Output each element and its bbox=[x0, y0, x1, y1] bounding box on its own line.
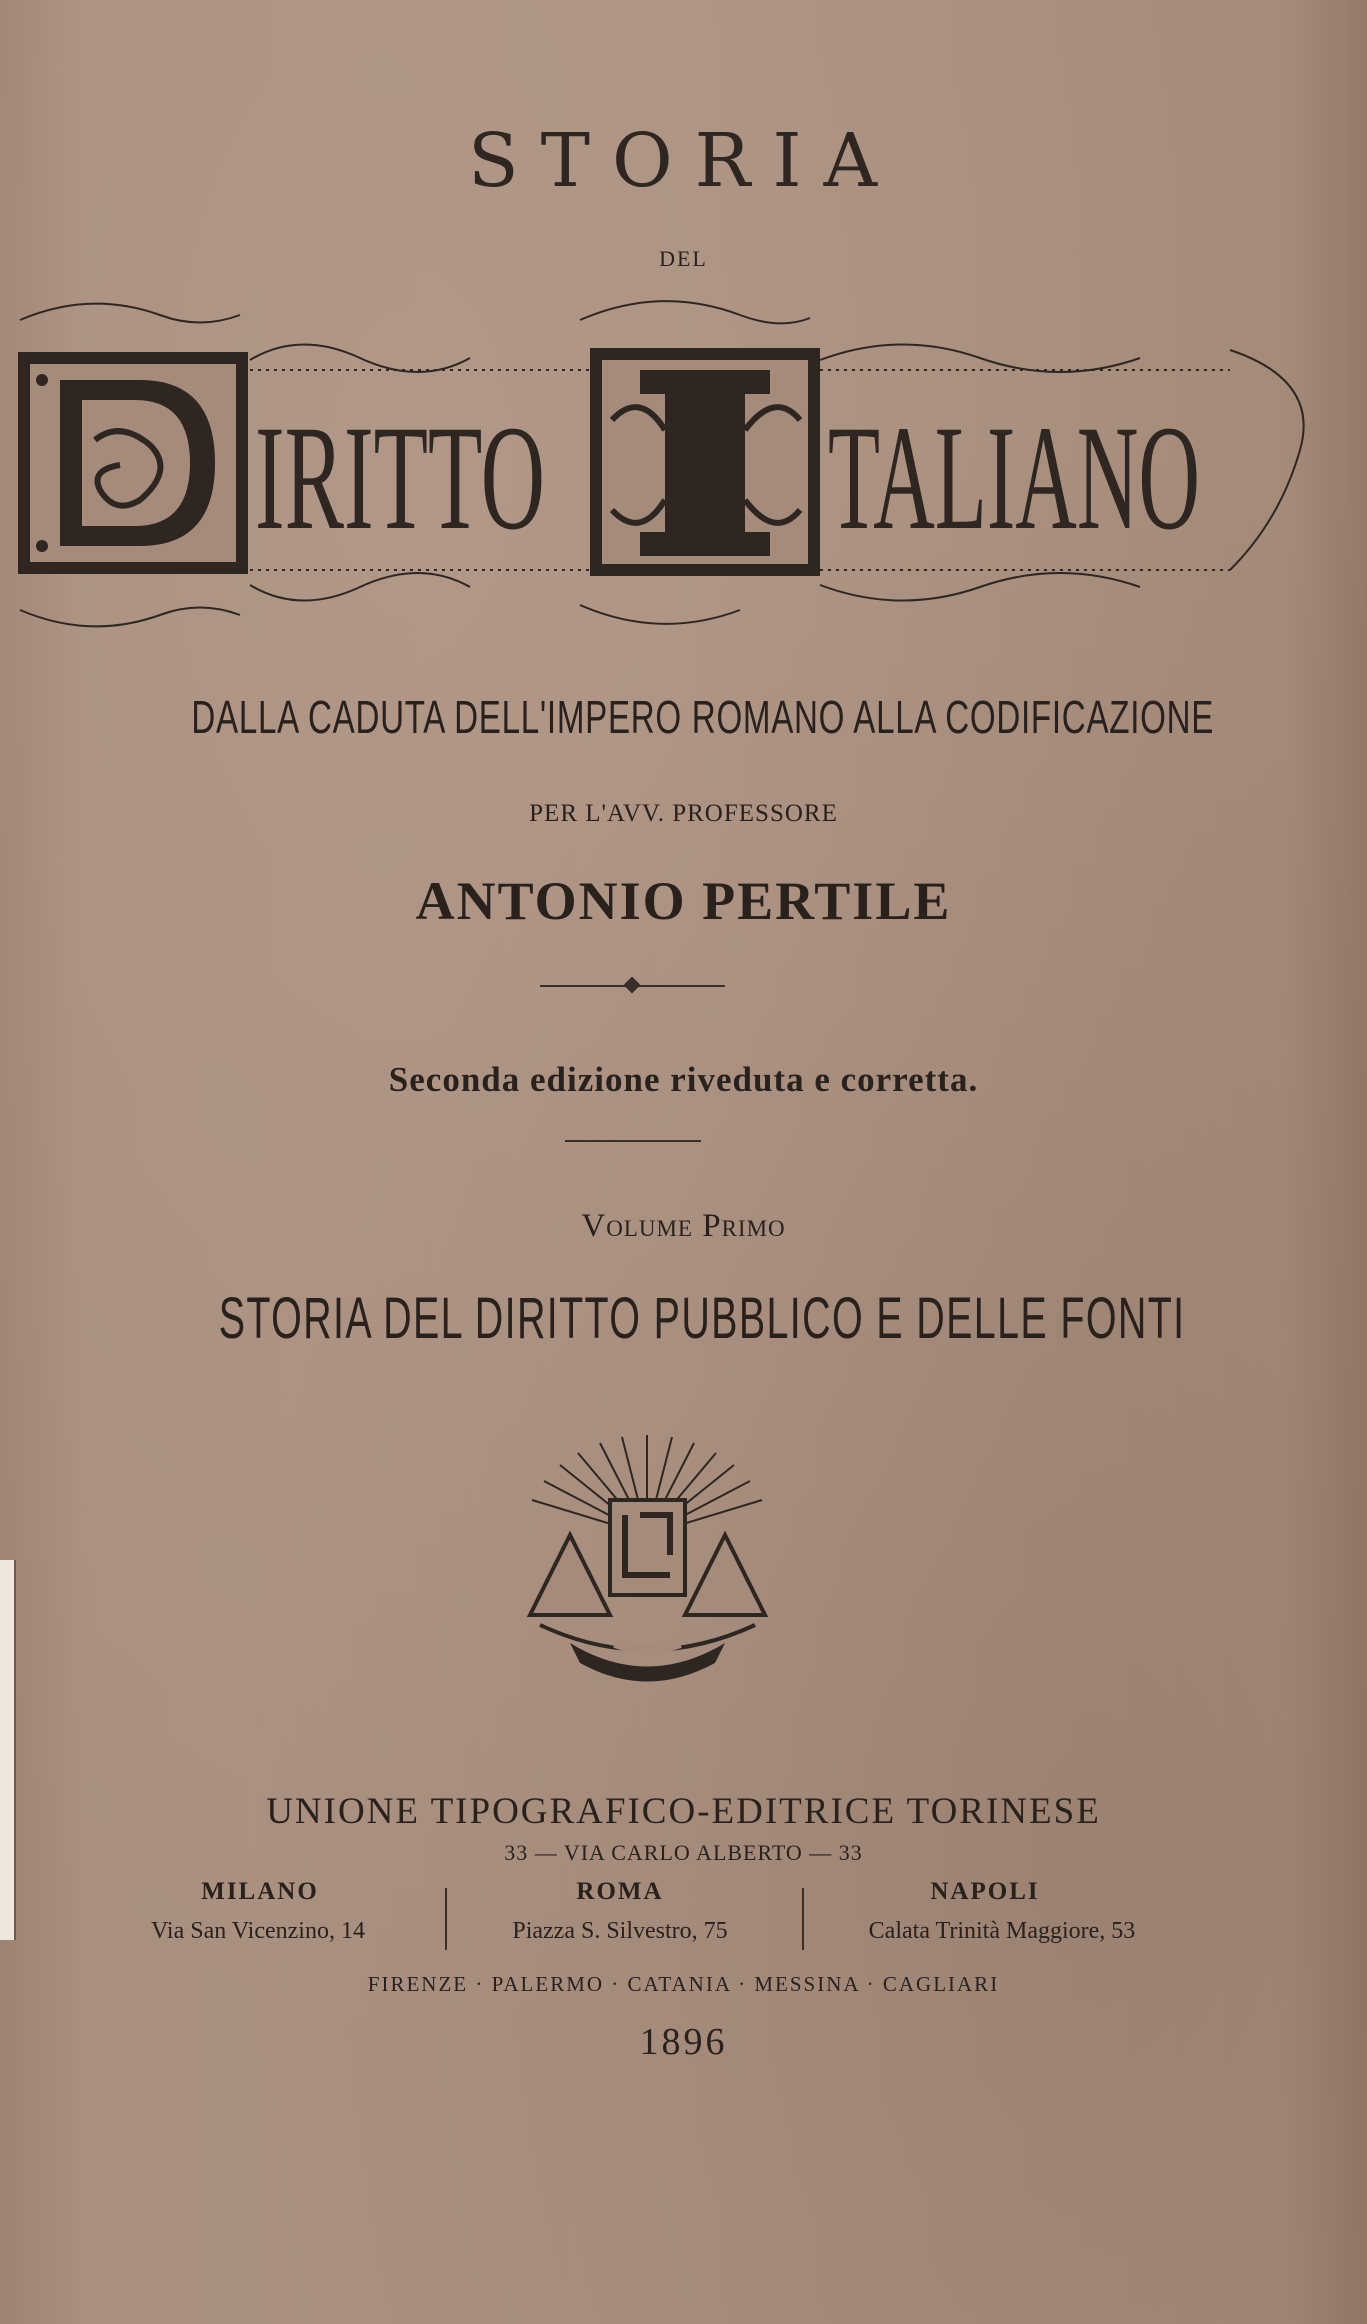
divider-diamond bbox=[624, 977, 641, 994]
scroll-ornament-left-bottom bbox=[250, 573, 470, 601]
office-street-roma: Piazza S. Silvestro, 75 bbox=[512, 1918, 728, 1944]
svg-text:IRITTO: IRITTO bbox=[255, 395, 545, 561]
office-street-napoli: Calata Trinità Maggiore, 53 bbox=[868, 1918, 1136, 1944]
scroll-ornament-bottom-left bbox=[20, 608, 240, 627]
page-edge-strip bbox=[0, 1560, 16, 1940]
svg-text:TALIANO: TALIANO bbox=[828, 395, 1200, 561]
volume-label: Volume Primo bbox=[581, 1208, 786, 1244]
scroll-ornament-right-top bbox=[820, 344, 1140, 372]
drop-cap-i bbox=[590, 348, 820, 576]
office-street-milano: Via San Vicenzino, 14 bbox=[151, 1918, 365, 1944]
office-city-napoli: NAPOLI bbox=[930, 1878, 1040, 1905]
office-separator bbox=[802, 1888, 804, 1950]
title-del: DEL bbox=[659, 246, 708, 271]
author-name: ANTONIO PERTILE bbox=[415, 871, 952, 931]
title-storia: STORIA bbox=[467, 118, 900, 204]
volume-title: STORIA DEL DIRITTO PUBBLICO E DELLE FONTI bbox=[218, 1286, 1186, 1351]
scroll-ornament-top-left bbox=[20, 304, 240, 323]
office-city-milano: MILANO bbox=[201, 1878, 319, 1905]
divider-rule-short bbox=[565, 1140, 701, 1142]
author-prefix: PER L'AVV. PROFESSORE bbox=[529, 800, 838, 827]
scroll-ornament-top-center bbox=[580, 301, 810, 323]
scroll-ornament-left-top bbox=[250, 344, 470, 372]
branch-cities: FIRENZE · PALERMO · CATANIA · MESSINA · CAGLIARI bbox=[367, 1972, 1000, 1996]
decorated-title-banner bbox=[0, 270, 1367, 650]
publication-year: 1896 bbox=[639, 2021, 728, 2063]
drop-cap-d bbox=[18, 352, 248, 574]
scroll-ornament-bottom-center bbox=[580, 605, 740, 624]
subtitle: DALLA CADUTA DELL'IMPERO ROMANO ALLA CODIFICAZIONE bbox=[191, 691, 1215, 743]
publisher-address: 33 — VIA CARLO ALBERTO — 33 bbox=[504, 1840, 863, 1865]
scroll-ornament-right-end bbox=[1230, 350, 1304, 570]
scroll-ornament-right-bottom bbox=[820, 573, 1140, 601]
office-city-roma: ROMA bbox=[576, 1878, 664, 1905]
publisher-name: UNIONE TIPOGRAFICO-EDITRICE TORINESE bbox=[266, 1791, 1101, 1832]
publisher-emblem bbox=[510, 1425, 785, 1700]
edition-note: Seconda edizione riveduta e corretta. bbox=[388, 1060, 979, 1099]
